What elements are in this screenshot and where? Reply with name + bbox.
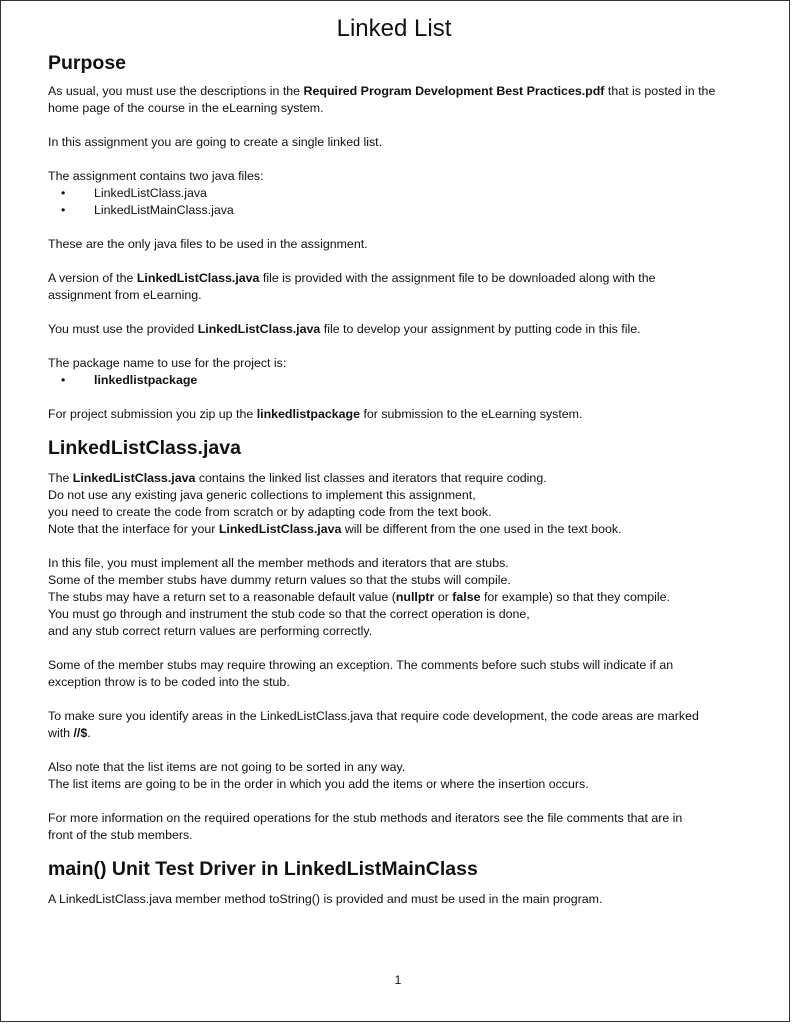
file-list <box>48 185 748 219</box>
purpose-paragraph-6: You must use the provided LinkedListClass.java file to develop your assignment by putting code in this file. <box>48 322 641 336</box>
list-item: • linkedlistpackage <box>61 373 198 387</box>
linkedlistclass-paragraph-4: To make sure you identify areas in the LinkedListClass.java that require code development, the code areas are marked with //$. <box>48 709 699 740</box>
purpose-paragraph-3: The assignment contains two java files: <box>48 169 264 183</box>
package-list <box>48 372 748 389</box>
purpose-paragraph-2: In this assignment you are going to create a single linked list. <box>48 135 383 149</box>
linkedlistclass-paragraph-1: The LinkedListClass.java contains the linked list classes and iterators that require coding. Do not use any existing java generic collections to implement this assignment, you need to create the code from scratch or by adapting code from the text book. Note that the interface for your LinkedListClass.java will be different from the one used in the text book. <box>48 471 622 536</box>
bullet-icon: • <box>61 186 66 200</box>
list-item: • LinkedListMainClass.java <box>61 203 234 217</box>
linkedlistclass-paragraph-5: Also note that the list items are not going to be sorted in any way. The list items are going to be in the order in which you add the items or where the insertion occurs. <box>48 760 589 791</box>
linkedlistclass-paragraph-6: For more information on the required operations for the stub methods and iterators see the file comments that are in front of the stub members. <box>48 811 683 842</box>
bullet-icon: • <box>61 203 66 217</box>
list-item: • LinkedListClass.java <box>61 186 207 200</box>
page-number: 1 <box>394 973 402 987</box>
purpose-paragraph-8: For project submission you zip up the linkedlistpackage for submission to the eLearning system. <box>48 407 583 421</box>
page-content <box>48 13 748 987</box>
main-driver-heading: main() Unit Test Driver in LinkedListMainClass <box>48 858 478 880</box>
linkedlistclass-paragraph-3: Some of the member stubs may require throwing an exception. The comments before such stubs will indicate if an exception throw is to be coded into the stub. <box>48 658 674 689</box>
linkedlistclass-heading: LinkedListClass.java <box>48 437 241 459</box>
purpose-paragraph-7: The package name to use for the project is: <box>48 356 287 370</box>
purpose-paragraph-5: A version of the LinkedListClass.java file is provided with the assignment file to be downloaded along with the assignment from eLearning. <box>48 271 656 302</box>
page-title: Linked List <box>336 15 452 42</box>
bullet-icon: • <box>61 373 66 387</box>
purpose-paragraph-1: As usual, you must use the descriptions in the Required Program Development Best Practices.pdf that is posted in the home page of the course in the eLearning system. <box>48 84 716 115</box>
purpose-paragraph-4: These are the only java files to be used in the assignment. <box>48 237 368 251</box>
linkedlistclass-paragraph-2: In this file, you must implement all the member methods and iterators that are stubs. Some of the member stubs have dummy return values so that the stubs will compile. The stubs may have a return set to a reasonable default value (nullptr or false for example) so that they compile. You must go through and instrument the stub code so that the correct operation is done, and any stub correct return values are performing correctly. <box>48 556 670 638</box>
main-driver-paragraph-1: A LinkedListClass.java member method toString() is provided and must be used in the main program. <box>48 892 603 906</box>
purpose-heading: Purpose <box>48 52 127 74</box>
